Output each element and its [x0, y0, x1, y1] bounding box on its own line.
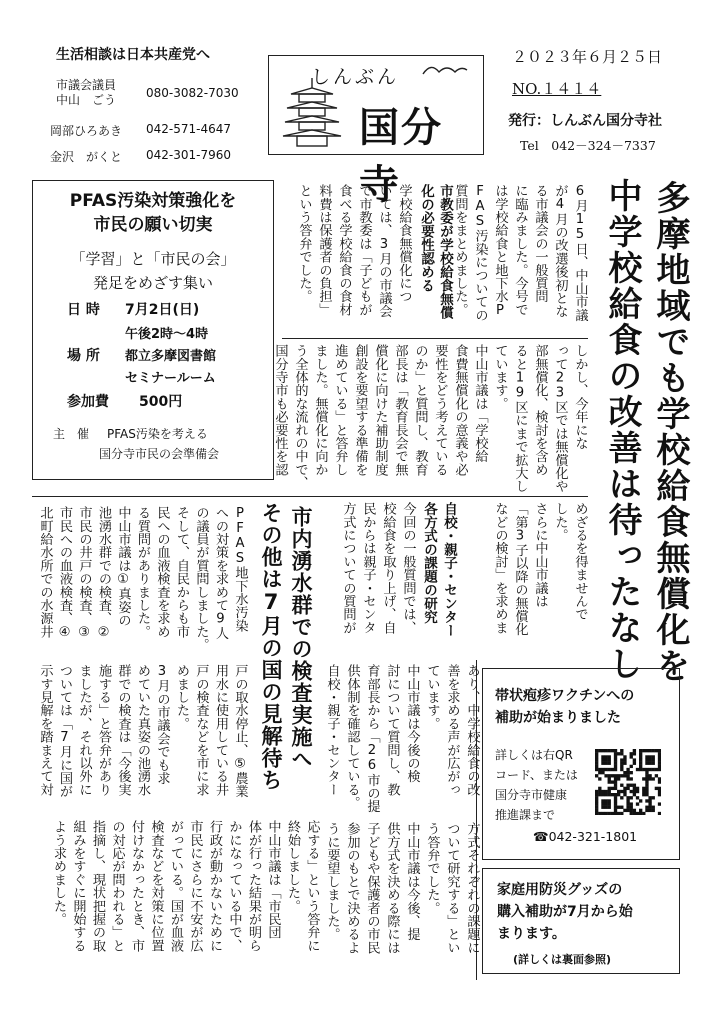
shingles-body: 詳しくは右QR コード、または 国分寺市健康 推進課まで — [495, 748, 578, 822]
article3-line: 市民への血液検査、④ — [57, 506, 72, 640]
article1c-line: 創設を要望する準備を — [352, 344, 368, 476]
event-place-value: 都立多摩図書館 — [125, 349, 217, 364]
article3-line: 池湧水群での検査、② — [96, 506, 111, 640]
article1-subhead: 市教委が学校給食無償化の必要性認める — [418, 184, 453, 319]
article3-line: 市民の井戸の検査、③ — [76, 506, 92, 640]
article3b-line: 示す見解を踏まえて対 — [37, 664, 53, 796]
article3-line: 中山市議は①真姿の — [115, 506, 131, 627]
article1d-line: などの検討」を求めま — [492, 502, 508, 634]
article2c-line: うに要望しました。 — [324, 822, 340, 941]
article1b-line: いては、3月の市議会 — [376, 184, 392, 318]
article2c-line: 方式それぞれの課題に — [464, 822, 480, 954]
article1d-line: さらに中山市議は — [532, 502, 548, 608]
article2b-line: 中山市議は今後の検 — [404, 664, 420, 783]
masthead-title: 国分寺 — [359, 104, 443, 208]
article2-subhead-2: 自校・親子・センター — [441, 502, 457, 637]
disaster-box — [482, 868, 680, 974]
article3b-line: 用水に使用している井 — [213, 664, 228, 796]
article3c-line: 市民にさらに不安が広 — [187, 820, 203, 952]
article1-line: る市議会の一般質問 — [532, 184, 548, 303]
shingles-title: 帯状疱疹ワクチンへの 補助が始まりました — [495, 688, 635, 726]
article3c-line: 指摘し、現状把握の取 — [90, 820, 105, 952]
shingles-box — [482, 668, 680, 860]
article2-line: 民からは親子・センタ — [360, 502, 376, 634]
article1d-line: した。 — [552, 502, 568, 542]
article1c-line: ました。無償化に向か — [312, 344, 328, 476]
article2c-line: ついて研究する」とい — [444, 822, 460, 954]
article3-line: る質問がありました。 — [135, 506, 150, 638]
article3c-line: 終始しました。 — [285, 820, 300, 913]
article1c-line: 部無償化、検討を含め — [532, 344, 548, 476]
article3-headline-2: その他は7月の国の見解待ち — [259, 502, 283, 791]
article2b-line: 自校・親子・センター — [324, 664, 340, 796]
event-host-label: 主 催 — [53, 427, 90, 441]
masthead — [268, 55, 484, 208]
issue-number: NO.１４１４ — [512, 80, 602, 98]
article3c-line: 応する」という答弁に — [304, 820, 320, 952]
article2c-line: 中山市議は今後、提 — [404, 822, 420, 941]
article1c-line: 国分寺市も必要性を認 — [272, 344, 288, 476]
article1c-line: のか」と質問し、教育 — [412, 344, 428, 476]
consultation-title: 生活相談は日本共産党へ — [56, 47, 210, 63]
event-time-value: 午後2時～4時 — [125, 327, 209, 342]
article1c-line: 要性をどう考えている — [432, 344, 448, 476]
qr-code-icon[interactable] — [595, 749, 661, 815]
article2b-line: 育部長から「26市の提 — [364, 664, 380, 813]
main-headline-2: 中学校給食の改善は待ったなし — [602, 178, 642, 682]
article3-line: の議員が質問しました。 — [193, 506, 209, 652]
article3-line: 北町給水所での水源井 — [37, 506, 53, 638]
article1c-line: 部長は「教育長会で無 — [392, 344, 408, 476]
event-title: PFAS汚染対策強化を 市民の願い切実 — [69, 191, 237, 235]
contact-name-1: 市議会議員 中山 ごう — [56, 78, 117, 107]
event-place-label: 場 所 — [67, 348, 100, 364]
article1c-line: ています。 — [492, 344, 508, 410]
article1c-line: う全体的な流れの中で、 — [292, 344, 308, 490]
article1-line: FAS汚染についての — [472, 184, 488, 322]
article3-line: PFAS地下水汚染 — [232, 506, 248, 632]
article3-line: への対策を求めて9人 — [213, 506, 228, 640]
issue-date: ２０２３年６月２５日 — [512, 48, 663, 66]
article1b-line: という答弁でした。 — [296, 184, 312, 303]
article2-line: 校給食を取り上げ、自 — [380, 502, 396, 634]
article2-line: 方式についての質問が — [340, 502, 356, 634]
disaster-note: (詳しくは裏面参照) — [513, 953, 612, 966]
article3b-line: 群での検査は「今後実 — [115, 664, 131, 796]
bird-icon — [419, 60, 469, 82]
article3b-line: 施する」と答弁があり — [96, 664, 111, 796]
article2c-line: う答弁でした。 — [424, 822, 440, 915]
article1c-line: ると19区にまで拡大し — [512, 344, 528, 493]
contact-phone-1: 080-3082-7030 — [146, 86, 239, 100]
article2c-line: 参加のもとで決めるよ — [344, 822, 360, 954]
main-headline-1: 多摩地域でも学校給食無償化を — [650, 180, 690, 684]
event-host-value2: 国分寺市民の会準備会 — [99, 447, 220, 461]
disaster-title: 家庭用防災グッズの 購入補助が7月から始 まります。 — [497, 882, 633, 942]
article3c-line: がっている。国が血液 — [168, 820, 183, 952]
article3c-line: 行政が動かないために — [207, 820, 222, 952]
publisher: 発行：しんぶん国分寺社 — [508, 113, 662, 129]
article3b-line: めていた真姿の池湧水 — [135, 664, 150, 796]
article1b-line: で市教委は「子どもが — [356, 184, 372, 316]
event-fee-value: 500円 — [139, 394, 183, 410]
article1-line: は学校給食と地下水P — [492, 184, 508, 318]
article3b-line: ましたが、それ以外に — [76, 664, 92, 796]
article1-line: に臨みました。今号で — [512, 184, 528, 316]
article1-line: 質問をまとめました。 — [452, 184, 468, 316]
article1c-line: 食費無償化の意義や必 — [452, 344, 468, 476]
contact-name-2: 岡部ひろあき — [50, 124, 123, 138]
article3b-line: 3月の市議会でも求 — [154, 664, 170, 785]
event-subtitle: 「学習」と「市民の会」 発足をめざす集い — [70, 250, 236, 292]
article1b-line: 食べる学校給食の食材 — [336, 184, 352, 316]
article2b-line: あり、中学校給食の改 — [464, 664, 480, 796]
article2c-line: 子どもや保護者の市民 — [364, 822, 380, 954]
article3b-line: ついては「7月に国が — [57, 664, 72, 798]
article3c-line: 中山市議は「市民団 — [265, 820, 281, 939]
article3-line: 民への血液検査を求め — [154, 506, 170, 638]
article3c-line: の対応が問われる」と — [109, 820, 125, 952]
shingles-tel: ☎042-321-1801 — [533, 829, 638, 844]
divider — [32, 496, 588, 497]
article1-line: 6月15日、中山市議 — [572, 184, 588, 322]
article3b-line: めました。 — [174, 664, 189, 730]
article3c-line: 体が行った結果が明ら — [246, 820, 261, 952]
article3c-line: 組みをすぐに開始する — [70, 820, 86, 952]
article1c-line: 進めている」と答弁し — [332, 344, 348, 476]
event-box — [32, 180, 274, 480]
article1b-line: 学校給食無償化につ — [396, 184, 412, 303]
article3b-line: 戸の取水停止、⑤農業 — [232, 664, 248, 798]
article2-subhead: 各方式の課題の研究 — [421, 502, 437, 624]
article3b-line: 戸の検査などを市に求 — [193, 664, 209, 796]
article1d-line: めざるを得ませんで — [572, 502, 588, 621]
article1c-line: 償化に向けた補助制度 — [372, 344, 388, 476]
event-host-value: PFAS汚染を考える — [107, 427, 208, 441]
event-date-label: 日 時 — [67, 302, 100, 318]
article2b-line: ています。 — [424, 664, 440, 730]
publisher-tel: Tel 042－324－7337 — [520, 138, 656, 153]
masthead-small-title: しんぶん — [311, 66, 400, 88]
contact-phone-3: 042-301-7960 — [146, 148, 232, 162]
divider — [282, 338, 588, 339]
article3c-line: かになっている中で、 — [226, 820, 242, 952]
article3c-line: 付けなかったとき、市 — [129, 820, 144, 952]
article3c-line: よう求めました。 — [51, 820, 66, 926]
event-date-value: 7月2日(日) — [125, 302, 200, 318]
article3-headline-1: 市内湧水群での検査実施へ — [289, 506, 313, 770]
article1c-line: って23区では無償化や — [552, 344, 568, 493]
article2c-line: 供方式を決める際には — [384, 822, 400, 954]
article1c-line: しかし、今年にな — [572, 344, 588, 450]
article1b-line: 料費は保護者の負担」 — [316, 184, 332, 316]
article1d-line: 「第3子以降の無償化 — [512, 502, 528, 636]
article1c-line: 中山市議は「学校給 — [472, 344, 488, 463]
article1-line: が4月の改選後初とな — [552, 184, 568, 318]
contact-phone-2: 042-571-4647 — [146, 122, 232, 136]
article3-line: そして、自民からも市 — [174, 506, 189, 638]
article2b-line: 供体制を確認している。 — [344, 664, 360, 810]
event-place-value2: セミナールーム — [125, 371, 216, 386]
article2b-line: 討について質問し、教 — [384, 664, 400, 796]
article2-line: 今回の一般質問では、 — [400, 502, 416, 634]
article3c-line: 検査などを対策に位置 — [148, 820, 164, 952]
contact-name-3: 金沢 がくと — [50, 150, 123, 164]
event-fee-label: 参加費 — [67, 394, 109, 410]
article2b-line: 善を求める声が広がっ — [444, 664, 460, 796]
